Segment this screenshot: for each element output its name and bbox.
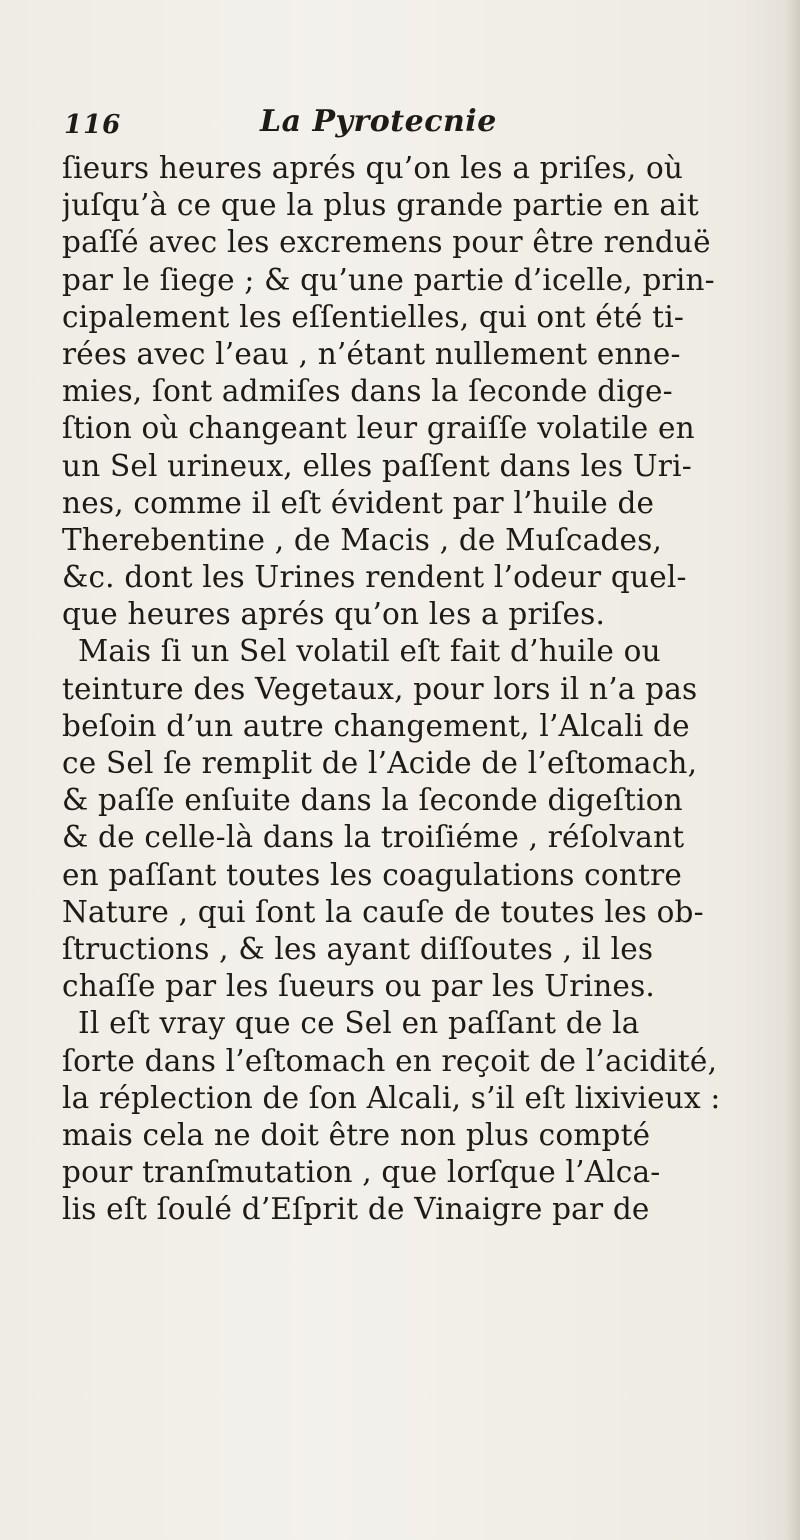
text-line: paſſé avec les excremens pour être renduë xyxy=(62,225,711,260)
running-title: La Pyrotecnie xyxy=(260,104,497,139)
text-line: par le ſiege ; & qu’une partie d’icelle, prin- xyxy=(62,262,715,297)
text-line: teinture des Vegetaux, pour lors il n’a pas xyxy=(62,671,698,706)
text-line: ſtion où changeant leur graiſſe volatile en xyxy=(62,411,695,446)
text-line: en paſſant toutes les coagulations contre xyxy=(62,857,683,892)
text-line: que heures aprés qu’on les a priſes. xyxy=(62,597,606,632)
page-number: 116 xyxy=(64,110,122,140)
text-line: Therebentine , de Macis , de Muſcades, xyxy=(62,522,663,557)
text-line: ſtructions , & les ayant diſſoutes , il les xyxy=(62,931,654,966)
text-line: ce Sel ſe remplit de l’Acide de l’eſtomach, xyxy=(62,746,698,780)
text-line: juſqu’à ce que la plus grande partie en ait xyxy=(62,188,699,223)
text-line: chaſſe par les ſueurs ou par les Urines. xyxy=(62,969,656,1004)
text-line: cipalement les eſſentielles, qui ont été ti- xyxy=(62,299,685,334)
text-line: rées avec l’eau , n’étant nullement enne- xyxy=(62,336,681,371)
page-edge-shadow xyxy=(786,0,800,1540)
body-text xyxy=(62,150,774,1228)
text-line: Nature , qui ſont la cauſe de toutes les ob- xyxy=(62,894,704,929)
text-line: pour tranſmutation , que lorſque l’Alca- xyxy=(62,1155,661,1190)
text-line: mais cela ne doit être non plus compté xyxy=(62,1117,651,1152)
text-line: Mais ſi un Sel volatil eſt fait d’huile ou xyxy=(78,634,661,669)
text-line: &c. dont les Urines rendent l’odeur quel- xyxy=(62,560,687,595)
text-line: beſoin d’un autre changement, l’Alcali de xyxy=(62,708,690,743)
text-line: nes, comme il eſt évident par l’huile de xyxy=(62,485,655,520)
text-line: Il eſt vray que ce Sel en paſſant de la xyxy=(78,1006,640,1041)
text-line: lis eſt ſoulé d’Eſprit de Vinaigre par de xyxy=(62,1192,650,1227)
text-line: un Sel urineux, elles paſſent dans les Uri- xyxy=(62,448,692,483)
page-header xyxy=(64,104,764,148)
text-line: & de celle-là dans la troiſiéme , réſolvant xyxy=(62,820,685,855)
text-line: ſieurs heures aprés qu’on les a priſes, où xyxy=(62,151,684,185)
text-line: & paſſe enſuite dans la ſeconde digeſtion xyxy=(62,783,683,818)
text-line: ſorte dans l’eſtomach en reçoit de l’acidité, xyxy=(62,1043,718,1078)
text-line: mies, ſont admiſes dans la ſeconde dige- xyxy=(62,374,673,409)
text-line: la réplection de ſon Alcali, s’il eſt lixivieux : xyxy=(62,1080,721,1115)
